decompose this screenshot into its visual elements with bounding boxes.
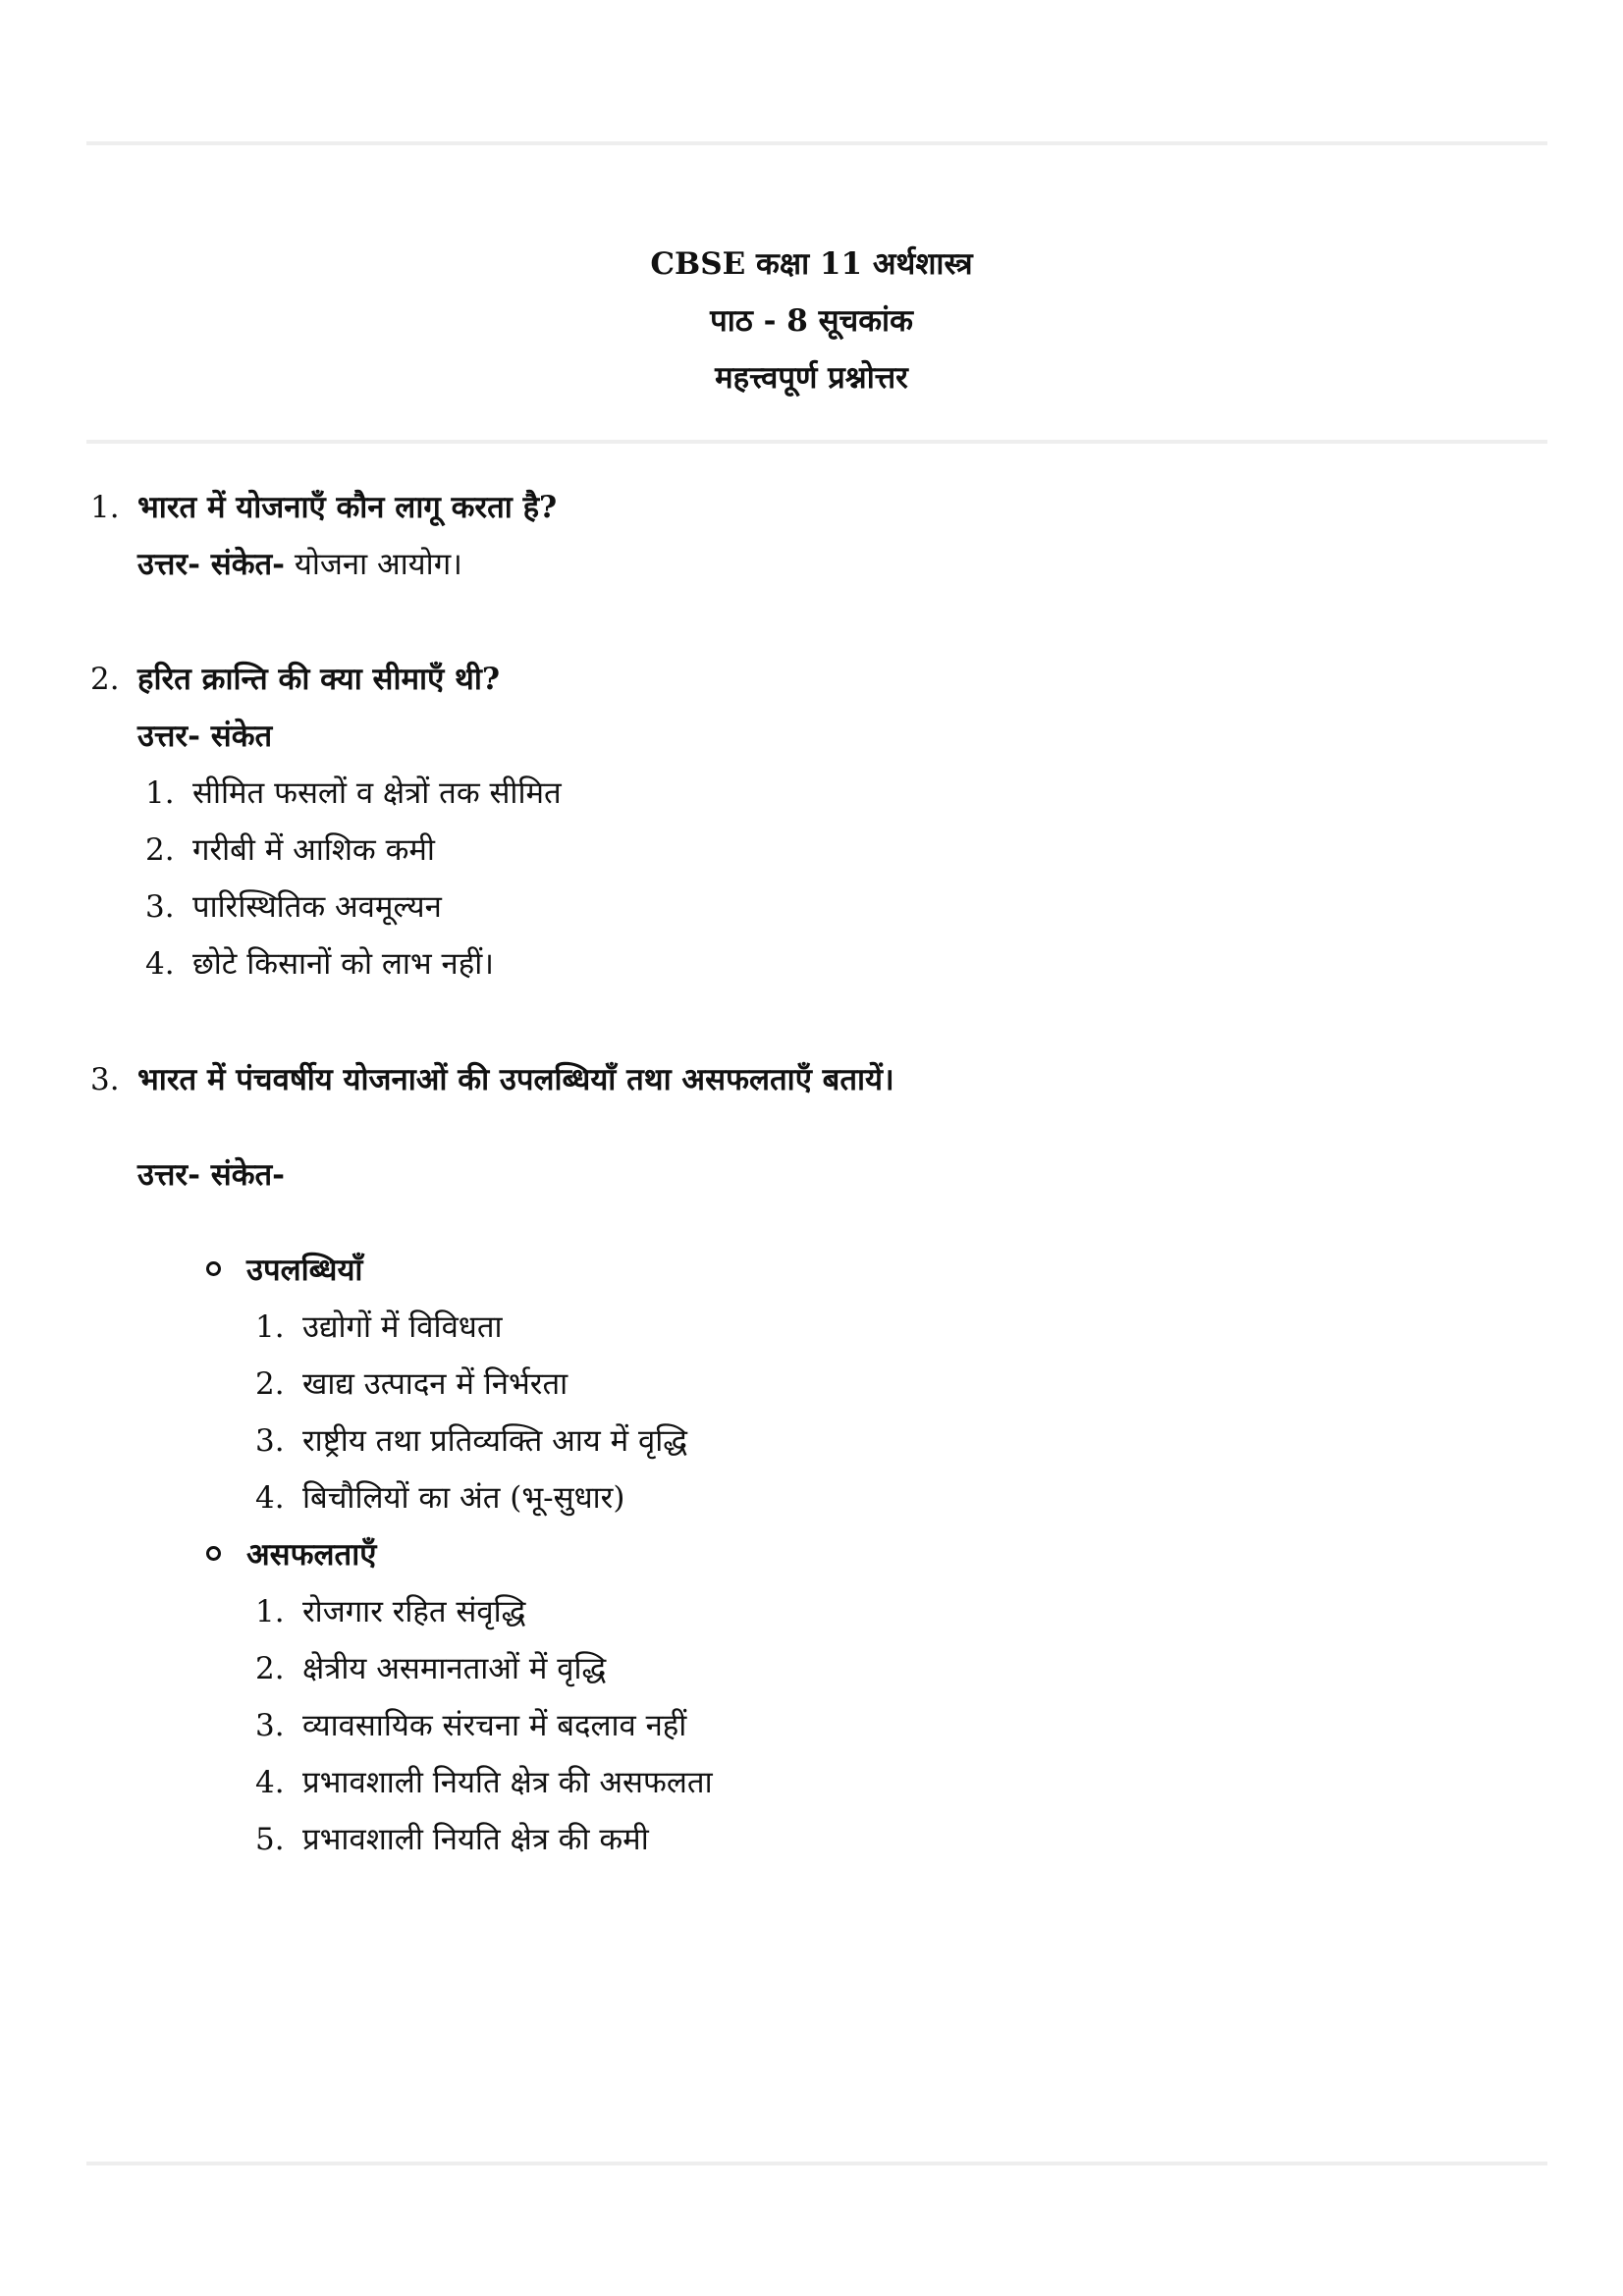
question-text: हरित क्रान्ति की क्या सीमाएँ थी? <box>137 662 501 697</box>
question-number: 1. <box>90 490 120 525</box>
achievements-list <box>255 1306 687 1533</box>
failures-heading: असफलताएँ <box>206 1533 376 1576</box>
header-divider <box>86 440 1547 444</box>
top-divider <box>86 141 1547 145</box>
circle-bullet-icon <box>206 1546 221 1561</box>
list-item: 3. पारिस्थितिक अवमूल्यन <box>145 889 442 925</box>
chapter-title: पाठ - 8 सूचकांक <box>710 303 913 339</box>
bottom-divider <box>86 2162 1547 2165</box>
list-item: 2. खाद्य उत्पादन में निर्भरता <box>255 1366 568 1402</box>
question-text: भारत में पंचवर्षीय योजनाओं की उपलब्धियाँ तथा असफलताएँ बतायें। <box>137 1062 894 1097</box>
answer-label: उत्तर- संकेत- <box>137 1157 286 1193</box>
answer-text: योजना आयोग। <box>285 547 462 582</box>
failures-list <box>255 1590 713 1875</box>
answer-label: उत्तर- संकेत- <box>137 547 286 582</box>
list-item: 4. छोटे किसानों को लाभ नहीं। <box>145 946 494 982</box>
list-item: 1. उद्योगों में विविधता <box>255 1309 503 1345</box>
list-item: 3. व्यावसायिक संरचना में बदलाव नहीं <box>255 1708 687 1743</box>
list-item: 5. प्रभावशाली नियति क्षेत्र की कमी <box>255 1822 649 1857</box>
question-number: 3. <box>90 1062 120 1097</box>
circle-bullet-icon <box>206 1261 221 1276</box>
question-text: भारत में योजनाएँ कौन लागू करता है? <box>137 490 558 525</box>
list-item: 2. गरीबी में आशिक कमी <box>145 832 435 868</box>
question-number: 2. <box>90 662 120 697</box>
answer-2-points <box>145 772 562 999</box>
document-title: CBSE कक्षा 11 अर्थशास्त्र <box>650 246 973 282</box>
list-item: 1. सीमित फसलों व क्षेत्रों तक सीमित <box>145 775 562 811</box>
list-item: 3. राष्ट्रीय तथा प्रतिव्यक्ति आय में वृद्धि <box>255 1423 688 1459</box>
question-2 <box>90 658 500 701</box>
answer-3-label <box>137 1153 285 1197</box>
section-title: महत्त्वपूर्ण प्रश्नोत्तर <box>715 360 908 396</box>
answer-2-label <box>137 715 272 758</box>
answer-label: उत्तर- संकेत <box>137 719 273 754</box>
document-header <box>0 236 1623 406</box>
question-1 <box>90 486 557 529</box>
list-item: 4. प्रभावशाली नियति क्षेत्र की असफलता <box>255 1765 713 1800</box>
answer-1 <box>137 543 462 586</box>
list-item: 1. रोजगार रहित संवृद्धि <box>255 1594 526 1629</box>
list-item: 4. बिचौलियों का अंत (भू-सुधार) <box>255 1480 625 1516</box>
question-3 <box>90 1058 894 1101</box>
achievements-heading: उपलब्धियाँ <box>206 1249 362 1292</box>
list-item: 2. क्षेत्रीय असमानताओं में वृद्धि <box>255 1651 607 1686</box>
